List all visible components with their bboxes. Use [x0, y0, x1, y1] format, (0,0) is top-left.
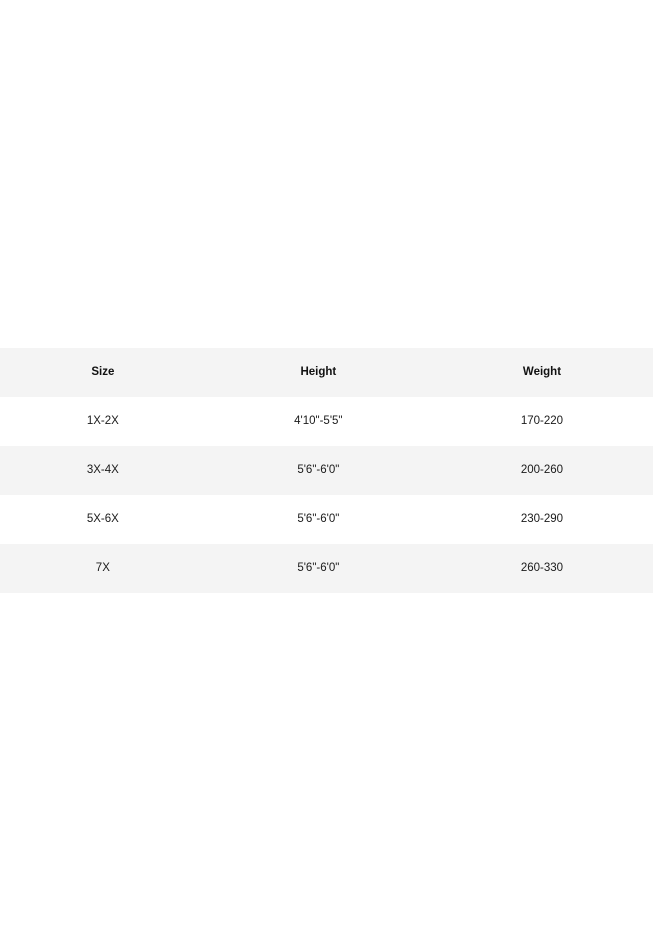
table-row — [0, 397, 653, 446]
cell-weight: 200-260 — [431, 446, 653, 495]
cell-height: 5'6"-6'0" — [206, 495, 431, 544]
column-header-weight: Weight — [431, 348, 653, 397]
cell-weight: 170-220 — [431, 397, 653, 446]
column-header-height: Height — [206, 348, 431, 397]
cell-size: 3X-4X — [0, 446, 206, 495]
table-row — [0, 495, 653, 544]
cell-size: 1X-2X — [0, 397, 206, 446]
size-chart-table — [0, 348, 653, 593]
table-body — [0, 397, 653, 593]
table-header — [0, 348, 653, 397]
column-header-size: Size — [0, 348, 206, 397]
cell-weight: 230-290 — [431, 495, 653, 544]
cell-size: 5X-6X — [0, 495, 206, 544]
table-row — [0, 544, 653, 593]
cell-size: 7X — [0, 544, 206, 593]
cell-weight: 260-330 — [431, 544, 653, 593]
size-chart-container — [0, 348, 653, 593]
cell-height: 5'6"-6'0" — [206, 446, 431, 495]
table-row — [0, 446, 653, 495]
cell-height: 4'10"-5'5" — [206, 397, 431, 446]
table-header-row — [0, 348, 653, 397]
cell-height: 5'6"-6'0" — [206, 544, 431, 593]
